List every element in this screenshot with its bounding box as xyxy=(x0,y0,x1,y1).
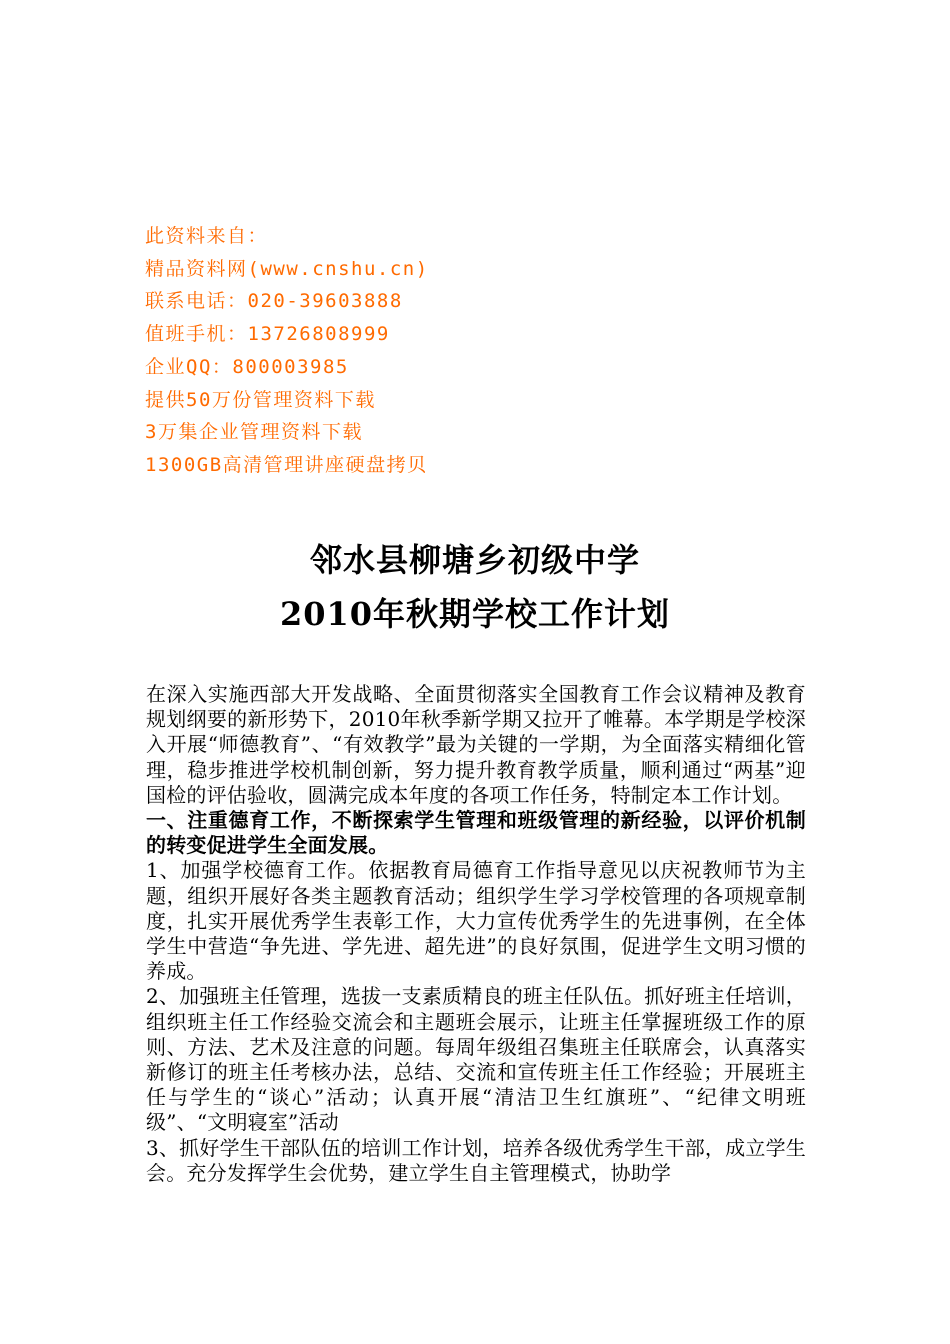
title-plan-name: 2010年秋期学校工作计划 xyxy=(279,595,671,633)
ad-line-qq: 企业QQ：800003985 xyxy=(145,355,349,378)
source-ad-block xyxy=(145,220,645,482)
ad-line-mobile: 值班手机：13726808999 xyxy=(145,323,390,346)
title-school-name: 邻水县柳塘乡初级中学 xyxy=(309,541,640,579)
item-paragraph-1: 1、加强学校德育工作。依据教育局德育工作指导意见以庆祝教师节为主题，组织开展好各类主题教育活动；组织学生学习学校管理的各项规章制度，扎实开展优秀学生表彰工作，大力宣传优秀学生的先进事例，在全体学生中营造“争先进、学先进、超先进”的良好氛围，促进学生文明习惯的养成。 xyxy=(146,858,806,984)
section-heading-1: 一、注重德育工作，不断探索学生管理和班级管理的新经验，以评价机制的转变促进学生全面发展。 xyxy=(146,808,806,858)
document-body xyxy=(146,682,806,1186)
ad-line-source: 此资料来自： xyxy=(145,225,269,247)
ad-line-offer-1: 提供50万份管理资料下载 xyxy=(145,388,376,411)
document-title xyxy=(0,533,950,641)
ad-line-phone: 联系电话：020-39603888 xyxy=(145,290,403,313)
item-paragraph-3: 3、抓好学生干部队伍的培训工作计划，培养各级优秀学生干部，成立学生会。充分发挥学生会优势，建立学生自主管理模式，协助学 xyxy=(146,1135,806,1185)
ad-line-website: 精品资料网(www.cnshu.cn) xyxy=(145,257,429,280)
ad-line-offer-3: 1300GB高清管理讲座硬盘拷贝 xyxy=(145,453,428,476)
intro-paragraph: 在深入实施西部大开发战略、全面贯彻落实全国教育工作会议精神及教育规划纲要的新形势下，2010年秋季新学期又拉开了帷幕。本学期是学校深入开展“师德教育”、“有效教学”最为关键的一学期，为全面落实精细化管理，稳步推进学校机制创新，努力提升教育教学质量，顺利通过“两基”迎国检的评估验收，圆满完成本年度的各项工作任务，特制定本工作计划。 xyxy=(146,682,806,807)
ad-line-offer-2: 3万集企业管理资料下载 xyxy=(145,421,363,444)
item-paragraph-2: 2、加强班主任管理，选拔一支素质精良的班主任队伍。抓好班主任培训，组织班主任工作经验交流会和主题班会展示，让班主任掌握班级工作的原则、方法、艺术及注意的问题。每周年级组召集班主任联席会，认真落实新修订的班主任考核办法，总结、交流和宣传班主任工作经验；开展班主任与学生的“谈心”活动；认真开展“清洁卫生红旗班”、“纪律文明班级”、“文明寝室”活动 xyxy=(146,984,806,1135)
